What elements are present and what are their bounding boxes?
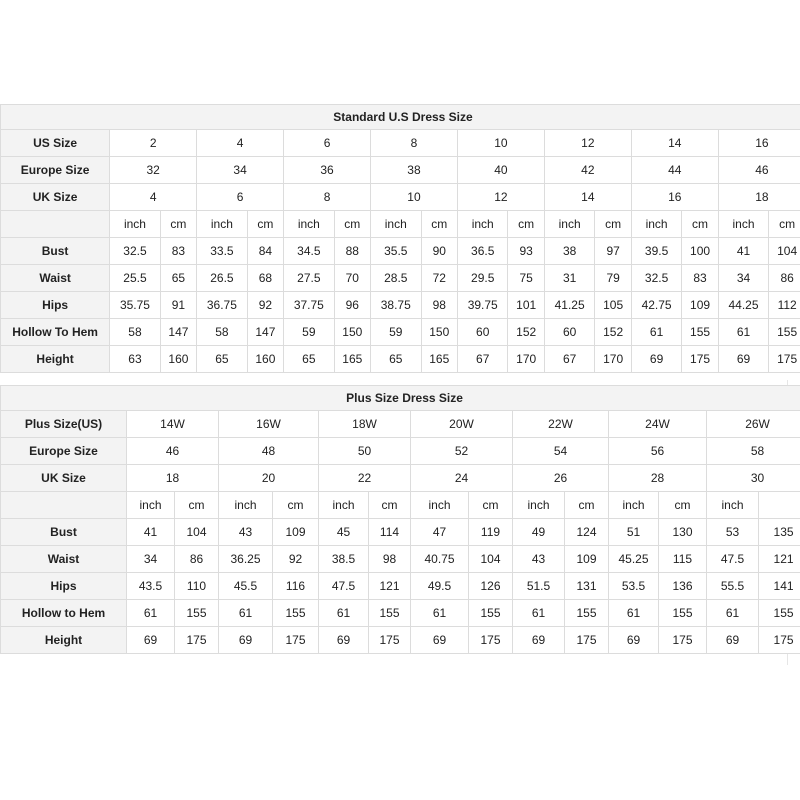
table-cell: cm <box>273 492 319 519</box>
table-cell: 69 <box>219 627 273 654</box>
table-cell: 54 <box>513 438 609 465</box>
table-cell: 16 <box>631 184 718 211</box>
table-cell: 22W <box>513 411 609 438</box>
table-cell: 43 <box>219 519 273 546</box>
plus-row-plus-size-us <box>1 411 800 438</box>
table-cell: 165 <box>334 346 370 373</box>
table-cell: 18W <box>319 411 411 438</box>
table-cell: 61 <box>127 600 175 627</box>
table-cell: 49.5 <box>411 573 469 600</box>
table-cell: 58 <box>707 438 800 465</box>
table-cell: inch <box>609 492 659 519</box>
row-label-europe-size: Europe Size <box>1 157 110 184</box>
table-cell: 92 <box>247 292 283 319</box>
table-cell: inch <box>718 211 769 238</box>
standard-table-title: Standard U.S Dress Size <box>1 105 800 130</box>
table-cell: inch <box>631 211 682 238</box>
table-cell: 4 <box>110 184 197 211</box>
table-cell: 58 <box>197 319 248 346</box>
table-cell: 155 <box>469 600 513 627</box>
table-cell: 61 <box>707 600 759 627</box>
table-cell: 90 <box>421 238 457 265</box>
table-cell: 38 <box>544 238 595 265</box>
table-cell: 38 <box>371 157 458 184</box>
table-cell: 37.75 <box>284 292 335 319</box>
table-cell: 31 <box>544 265 595 292</box>
row-label-bust: Bust <box>1 519 127 546</box>
table-cell: cm <box>469 492 513 519</box>
table-cell: 65 <box>197 346 248 373</box>
table-cell: cm <box>247 211 283 238</box>
table-cell: 27.5 <box>284 265 335 292</box>
table-cell: 70 <box>334 265 370 292</box>
table-cell: 59 <box>284 319 335 346</box>
table-cell: 39.75 <box>457 292 508 319</box>
table-cell: inch <box>707 492 759 519</box>
table-cell: 60 <box>457 319 508 346</box>
table-cell: 98 <box>421 292 457 319</box>
table-cell: 175 <box>469 627 513 654</box>
plus-row-height <box>1 627 800 654</box>
table-cell: 18 <box>127 465 219 492</box>
table-cell: 45.25 <box>609 546 659 573</box>
table-cell: 47 <box>411 519 469 546</box>
table-cell: 18 <box>718 184 800 211</box>
table-cell: 22 <box>319 465 411 492</box>
table-cell: 155 <box>682 319 718 346</box>
table-cell: 109 <box>273 519 319 546</box>
table-cell: 6 <box>197 184 284 211</box>
table-cell: 14 <box>631 130 718 157</box>
table-cell: 69 <box>127 627 175 654</box>
row-label-height: Height <box>1 346 110 373</box>
plus-row-europe-size <box>1 438 800 465</box>
table-cell: 170 <box>508 346 544 373</box>
table-cell: 83 <box>682 265 718 292</box>
table-cell: 44 <box>631 157 718 184</box>
table-cell: 119 <box>469 519 513 546</box>
row-label-unit <box>1 211 110 238</box>
table-cell: 124 <box>565 519 609 546</box>
table-cell: 43.5 <box>127 573 175 600</box>
table-cell: 155 <box>659 600 707 627</box>
table-cell: 104 <box>769 238 800 265</box>
table-cell: inch <box>197 211 248 238</box>
table-cell: 175 <box>565 627 609 654</box>
standard-row-uk-size <box>1 184 800 211</box>
row-label-hips: Hips <box>1 292 110 319</box>
table-cell: 14 <box>544 184 631 211</box>
table-cell: 101 <box>508 292 544 319</box>
table-cell: 40.75 <box>411 546 469 573</box>
table-cell: 6 <box>284 130 371 157</box>
table-cell: 36.5 <box>457 238 508 265</box>
table-cell: cm <box>682 211 718 238</box>
table-cell: 155 <box>175 600 219 627</box>
plus-row-hips <box>1 573 800 600</box>
table-cell: 175 <box>273 627 319 654</box>
table-cell: 126 <box>469 573 513 600</box>
table-cell: 130 <box>659 519 707 546</box>
plus-size-table-container <box>0 385 800 655</box>
table-cell: cm <box>769 211 800 238</box>
table-cell: 61 <box>411 600 469 627</box>
plus-size-table <box>0 385 800 654</box>
table-cell: 69 <box>319 627 369 654</box>
row-label-uk-size: UK Size <box>1 184 110 211</box>
table-cell: 36.25 <box>219 546 273 573</box>
standard-size-table-container <box>0 104 800 374</box>
table-cell: 175 <box>369 627 411 654</box>
table-cell: 88 <box>334 238 370 265</box>
table-cell: 115 <box>659 546 707 573</box>
table-cell: 63 <box>110 346 161 373</box>
table-cell: 69 <box>513 627 565 654</box>
table-cell: 160 <box>247 346 283 373</box>
table-cell: 97 <box>595 238 631 265</box>
table-cell: 28 <box>609 465 707 492</box>
table-cell: 26 <box>513 465 609 492</box>
table-cell: 135 <box>759 519 800 546</box>
table-cell: 45 <box>319 519 369 546</box>
table-cell: 61 <box>219 600 273 627</box>
table-cell: 50 <box>319 438 411 465</box>
table-cell: 29.5 <box>457 265 508 292</box>
plus-title-row <box>1 386 800 411</box>
table-cell: 114 <box>369 519 411 546</box>
plus-row-hollow-to-hem <box>1 600 800 627</box>
table-cell: 46 <box>718 157 800 184</box>
table-cell: 43 <box>513 546 565 573</box>
table-cell: 69 <box>609 627 659 654</box>
table-cell: 175 <box>682 346 718 373</box>
table-cell: 83 <box>160 238 196 265</box>
table-cell: 34 <box>718 265 769 292</box>
table-cell: 100 <box>682 238 718 265</box>
table-cell: 52 <box>411 438 513 465</box>
table-cell: 96 <box>334 292 370 319</box>
table-cell: 155 <box>369 600 411 627</box>
table-cell: 41 <box>718 238 769 265</box>
row-label-waist: Waist <box>1 546 127 573</box>
row-label-unit <box>1 492 127 519</box>
table-cell: 93 <box>508 238 544 265</box>
table-cell: 40 <box>457 157 544 184</box>
table-cell: 152 <box>595 319 631 346</box>
plus-row-unit <box>1 492 800 519</box>
table-cell: 155 <box>565 600 609 627</box>
table-cell: cm <box>160 211 196 238</box>
table-cell: 69 <box>631 346 682 373</box>
table-cell: 61 <box>319 600 369 627</box>
row-label-uk-size: UK Size <box>1 465 127 492</box>
table-cell: 44.25 <box>718 292 769 319</box>
table-cell: cm <box>175 492 219 519</box>
table-cell: 104 <box>469 546 513 573</box>
table-cell: 147 <box>247 319 283 346</box>
table-cell: 147 <box>160 319 196 346</box>
table-cell: 42 <box>544 157 631 184</box>
table-cell: 69 <box>707 627 759 654</box>
table-cell: 72 <box>421 265 457 292</box>
table-cell: 60 <box>544 319 595 346</box>
standard-row-bust <box>1 238 800 265</box>
table-cell: 47.5 <box>319 573 369 600</box>
table-cell: 131 <box>565 573 609 600</box>
plus-row-uk-size <box>1 465 800 492</box>
table-cell: 4 <box>197 130 284 157</box>
table-cell: 160 <box>160 346 196 373</box>
table-cell: 104 <box>175 519 219 546</box>
table-cell: 155 <box>273 600 319 627</box>
table-cell: 28.5 <box>371 265 422 292</box>
plus-row-bust <box>1 519 800 546</box>
table-cell: 105 <box>595 292 631 319</box>
table-cell <box>759 492 800 519</box>
standard-title-row <box>1 105 800 130</box>
table-cell: 109 <box>682 292 718 319</box>
table-cell: 34.5 <box>284 238 335 265</box>
table-cell: 12 <box>457 184 544 211</box>
row-label-height: Height <box>1 627 127 654</box>
table-cell: 61 <box>718 319 769 346</box>
standard-row-waist <box>1 265 800 292</box>
table-cell: cm <box>659 492 707 519</box>
table-cell: 16 <box>718 130 800 157</box>
table-cell: 30 <box>707 465 800 492</box>
table-cell: 24W <box>609 411 707 438</box>
table-cell: 24 <box>411 465 513 492</box>
table-cell: 51.5 <box>513 573 565 600</box>
table-cell: 65 <box>160 265 196 292</box>
table-cell: 121 <box>759 546 800 573</box>
row-label-europe-size: Europe Size <box>1 438 127 465</box>
table-cell: inch <box>513 492 565 519</box>
table-cell: 150 <box>421 319 457 346</box>
table-cell: 45.5 <box>219 573 273 600</box>
table-cell: 36.75 <box>197 292 248 319</box>
table-cell: inch <box>319 492 369 519</box>
standard-row-unit <box>1 211 800 238</box>
table-cell: 25.5 <box>110 265 161 292</box>
table-cell: 49 <box>513 519 565 546</box>
table-cell: 10 <box>371 184 458 211</box>
table-cell: cm <box>508 211 544 238</box>
table-cell: 175 <box>175 627 219 654</box>
plus-row-waist <box>1 546 800 573</box>
table-cell: 32.5 <box>110 238 161 265</box>
standard-row-us-size <box>1 130 800 157</box>
table-cell: cm <box>369 492 411 519</box>
standard-row-europe-size <box>1 157 800 184</box>
table-cell: 155 <box>769 319 800 346</box>
table-cell: 58 <box>110 319 161 346</box>
table-cell: 16W <box>219 411 319 438</box>
table-cell: cm <box>334 211 370 238</box>
table-cell: 38.75 <box>371 292 422 319</box>
table-cell: 175 <box>759 627 800 654</box>
table-cell: 59 <box>371 319 422 346</box>
standard-row-hollow-to-hem <box>1 319 800 346</box>
table-cell: 10 <box>457 130 544 157</box>
table-cell: inch <box>544 211 595 238</box>
table-cell: 38.5 <box>319 546 369 573</box>
table-cell: 33.5 <box>197 238 248 265</box>
plus-table-title: Plus Size Dress Size <box>1 386 800 411</box>
table-cell: 55.5 <box>707 573 759 600</box>
table-cell: 53 <box>707 519 759 546</box>
table-cell: inch <box>127 492 175 519</box>
table-cell: cm <box>421 211 457 238</box>
table-cell: 175 <box>769 346 800 373</box>
table-cell: 34 <box>197 157 284 184</box>
table-cell: 2 <box>110 130 197 157</box>
table-cell: 41 <box>127 519 175 546</box>
standard-row-hips <box>1 292 800 319</box>
table-cell: 32.5 <box>631 265 682 292</box>
table-cell: 110 <box>175 573 219 600</box>
table-cell: 116 <box>273 573 319 600</box>
table-cell: 155 <box>759 600 800 627</box>
table-cell: 121 <box>369 573 411 600</box>
table-cell: 26.5 <box>197 265 248 292</box>
table-cell: inch <box>411 492 469 519</box>
row-label-bust: Bust <box>1 238 110 265</box>
table-cell: 36 <box>284 157 371 184</box>
table-cell: 46 <box>127 438 219 465</box>
table-cell: inch <box>371 211 422 238</box>
table-cell: 86 <box>175 546 219 573</box>
table-cell: 8 <box>284 184 371 211</box>
table-cell: 12 <box>544 130 631 157</box>
table-cell: 69 <box>411 627 469 654</box>
table-cell: 165 <box>421 346 457 373</box>
table-cell: 98 <box>369 546 411 573</box>
table-cell: 109 <box>565 546 609 573</box>
table-cell: 8 <box>371 130 458 157</box>
row-label-plus-size-us: Plus Size(US) <box>1 411 127 438</box>
table-cell: 47.5 <box>707 546 759 573</box>
table-cell: inch <box>457 211 508 238</box>
table-cell: 175 <box>659 627 707 654</box>
row-label-waist: Waist <box>1 265 110 292</box>
table-cell: 61 <box>513 600 565 627</box>
standard-row-height <box>1 346 800 373</box>
table-cell: 79 <box>595 265 631 292</box>
table-cell: 67 <box>544 346 595 373</box>
table-cell: 14W <box>127 411 219 438</box>
table-cell: 136 <box>659 573 707 600</box>
table-cell: cm <box>595 211 631 238</box>
table-cell: 61 <box>631 319 682 346</box>
table-cell: 20W <box>411 411 513 438</box>
table-cell: 69 <box>718 346 769 373</box>
table-cell: 35.5 <box>371 238 422 265</box>
table-cell: 65 <box>371 346 422 373</box>
table-cell: inch <box>284 211 335 238</box>
table-cell: 34 <box>127 546 175 573</box>
table-cell: 75 <box>508 265 544 292</box>
table-cell: 86 <box>769 265 800 292</box>
table-cell: 61 <box>609 600 659 627</box>
table-cell: inch <box>219 492 273 519</box>
table-cell: 32 <box>110 157 197 184</box>
table-cell: cm <box>565 492 609 519</box>
table-cell: 91 <box>160 292 196 319</box>
table-cell: 51 <box>609 519 659 546</box>
table-cell: 41.25 <box>544 292 595 319</box>
row-label-us-size: US Size <box>1 130 110 157</box>
row-label-hollow-to-hem: Hollow To Hem <box>1 319 110 346</box>
table-cell: 53.5 <box>609 573 659 600</box>
table-cell: 42.75 <box>631 292 682 319</box>
table-cell: 141 <box>759 573 800 600</box>
table-cell: 20 <box>219 465 319 492</box>
standard-size-table <box>0 104 800 373</box>
table-cell: 112 <box>769 292 800 319</box>
table-cell: 35.75 <box>110 292 161 319</box>
table-cell: 67 <box>457 346 508 373</box>
table-cell: 150 <box>334 319 370 346</box>
table-cell: 65 <box>284 346 335 373</box>
table-cell: 48 <box>219 438 319 465</box>
table-cell: 26W <box>707 411 800 438</box>
table-cell: inch <box>110 211 161 238</box>
row-label-hollow-to-hem: Hollow to Hem <box>1 600 127 627</box>
table-cell: 92 <box>273 546 319 573</box>
table-cell: 152 <box>508 319 544 346</box>
table-cell: 68 <box>247 265 283 292</box>
table-cell: 39.5 <box>631 238 682 265</box>
table-cell: 84 <box>247 238 283 265</box>
row-label-hips: Hips <box>1 573 127 600</box>
table-cell: 170 <box>595 346 631 373</box>
table-cell: 56 <box>609 438 707 465</box>
